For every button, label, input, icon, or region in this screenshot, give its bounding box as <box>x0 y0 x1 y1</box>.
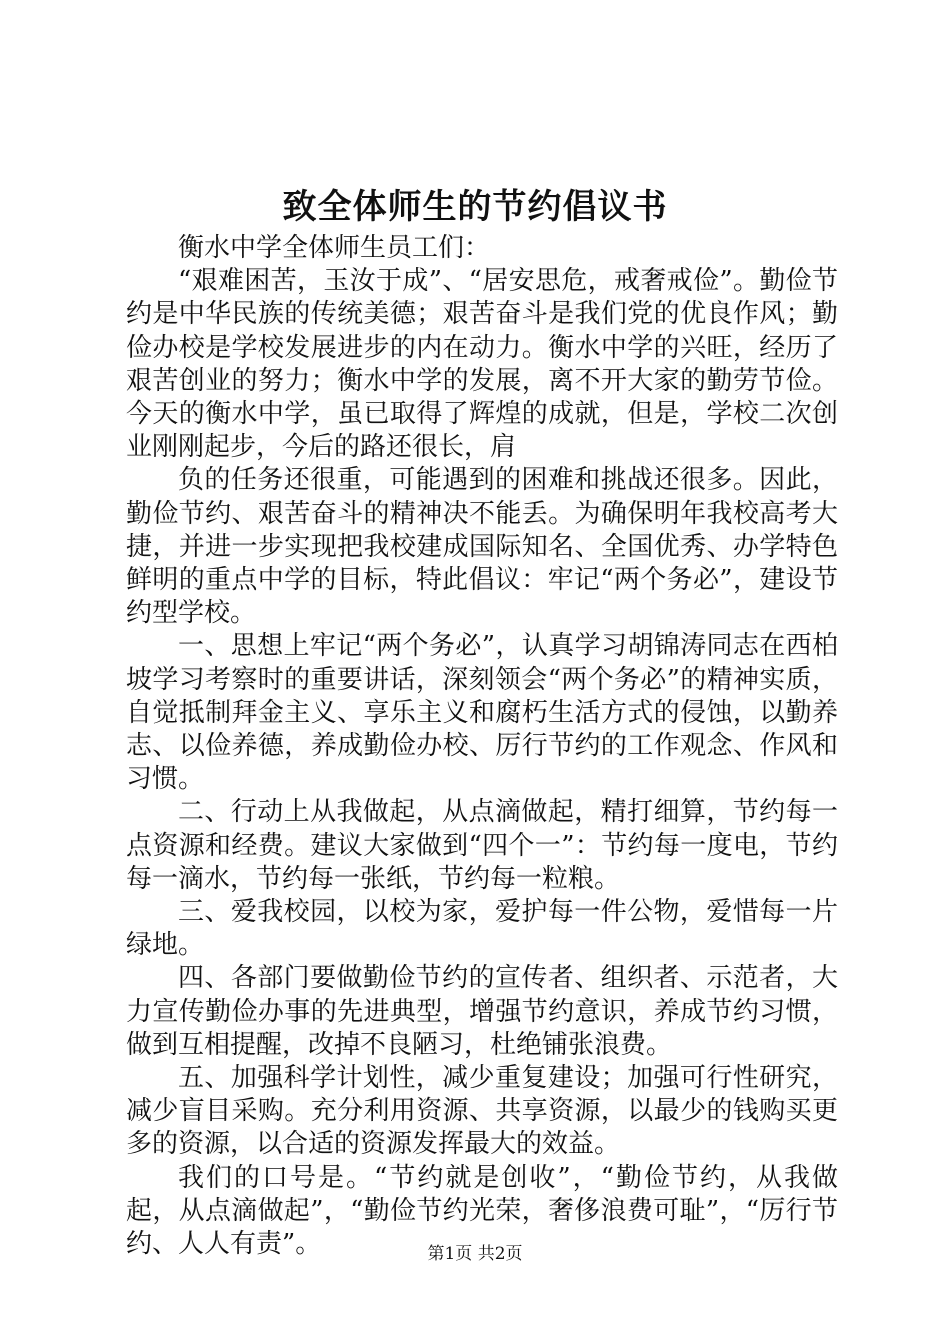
paragraph: 三、爱我校园，以校为家，爱护每一件公物，爱惜每一片绿地。 <box>126 897 838 961</box>
page-indicator: 第1页 共2页 <box>427 1244 523 1264</box>
paragraph: 五、加强科学计划性，减少重复建设；加强可行性研究，减少盲目采购。充分利用资源、共享资源，以最少的钱购买更多的资源，以合适的资源发挥最大的效益。 <box>126 1063 838 1160</box>
paragraph: 四、各部门要做勤俭节约的宣传者、组织者、示范者，大力宣传勤俭办事的先进典型，增强节约意识，养成节约习惯，做到互相提醒，改掉不良陋习，杜绝铺张浪费。 <box>126 963 838 1060</box>
salutation: 衡水中学全体师生员工们： <box>178 233 491 263</box>
document-body <box>126 232 838 1261</box>
paragraph: 我们的口号是。“节约就是创收”，“勤俭节约，从我做起，从点滴做起”，“勤俭节约光荣，奢侈浪费可耻”，“厉行节约、人人有责”。 <box>126 1162 838 1260</box>
paragraph: 一、思想上牢记“两个务必”，认真学习胡锦涛同志在西柏坡学习考察时的重要讲话，深刻领会“两个务必”的精神实质，自觉抵制拜金主义、享乐主义和腐朽生活方式的侵蚀，以勤养志、以俭养德，养成勤俭办校、厉行节约的工作观念、作风和习惯。 <box>126 631 838 795</box>
paragraph: 二、行动上从我做起，从点滴做起，精打细算，节约每一点资源和经费。建议大家做到“四个一”：节约每一度电，节约每一滴水，节约每一张纸，节约每一粒粮。 <box>126 797 838 894</box>
document-title: 致全体师生的节约倡议书 <box>282 187 668 227</box>
paragraph: 负的任务还很重，可能遇到的困难和挑战还很多。因此，勤俭节约、艰苦奋斗的精神决不能丢。为确保明年我校高考大捷，并进一步实现把我校建成国际知名、全国优秀、办学特色鲜明的重点中学的目标，特此倡议：牢记“两个务必”，建设节约型学校。 <box>126 465 838 629</box>
paragraph: “艰难困苦，玉汝于成”、“居安思危，戒奢戒俭”。勤俭节约是中华民族的传统美德；艰苦奋斗是我们党的优良作风；勤俭办校是学校发展进步的内在动力。衡水中学的兴旺，经历了艰苦创业的努力；衡水中学的发展，离不开大家的勤劳节俭。今天的衡水中学，虽已取得了辉煌的成就，但是，学校二次创业刚刚起步，今后的路还很长，肩 <box>126 266 838 463</box>
